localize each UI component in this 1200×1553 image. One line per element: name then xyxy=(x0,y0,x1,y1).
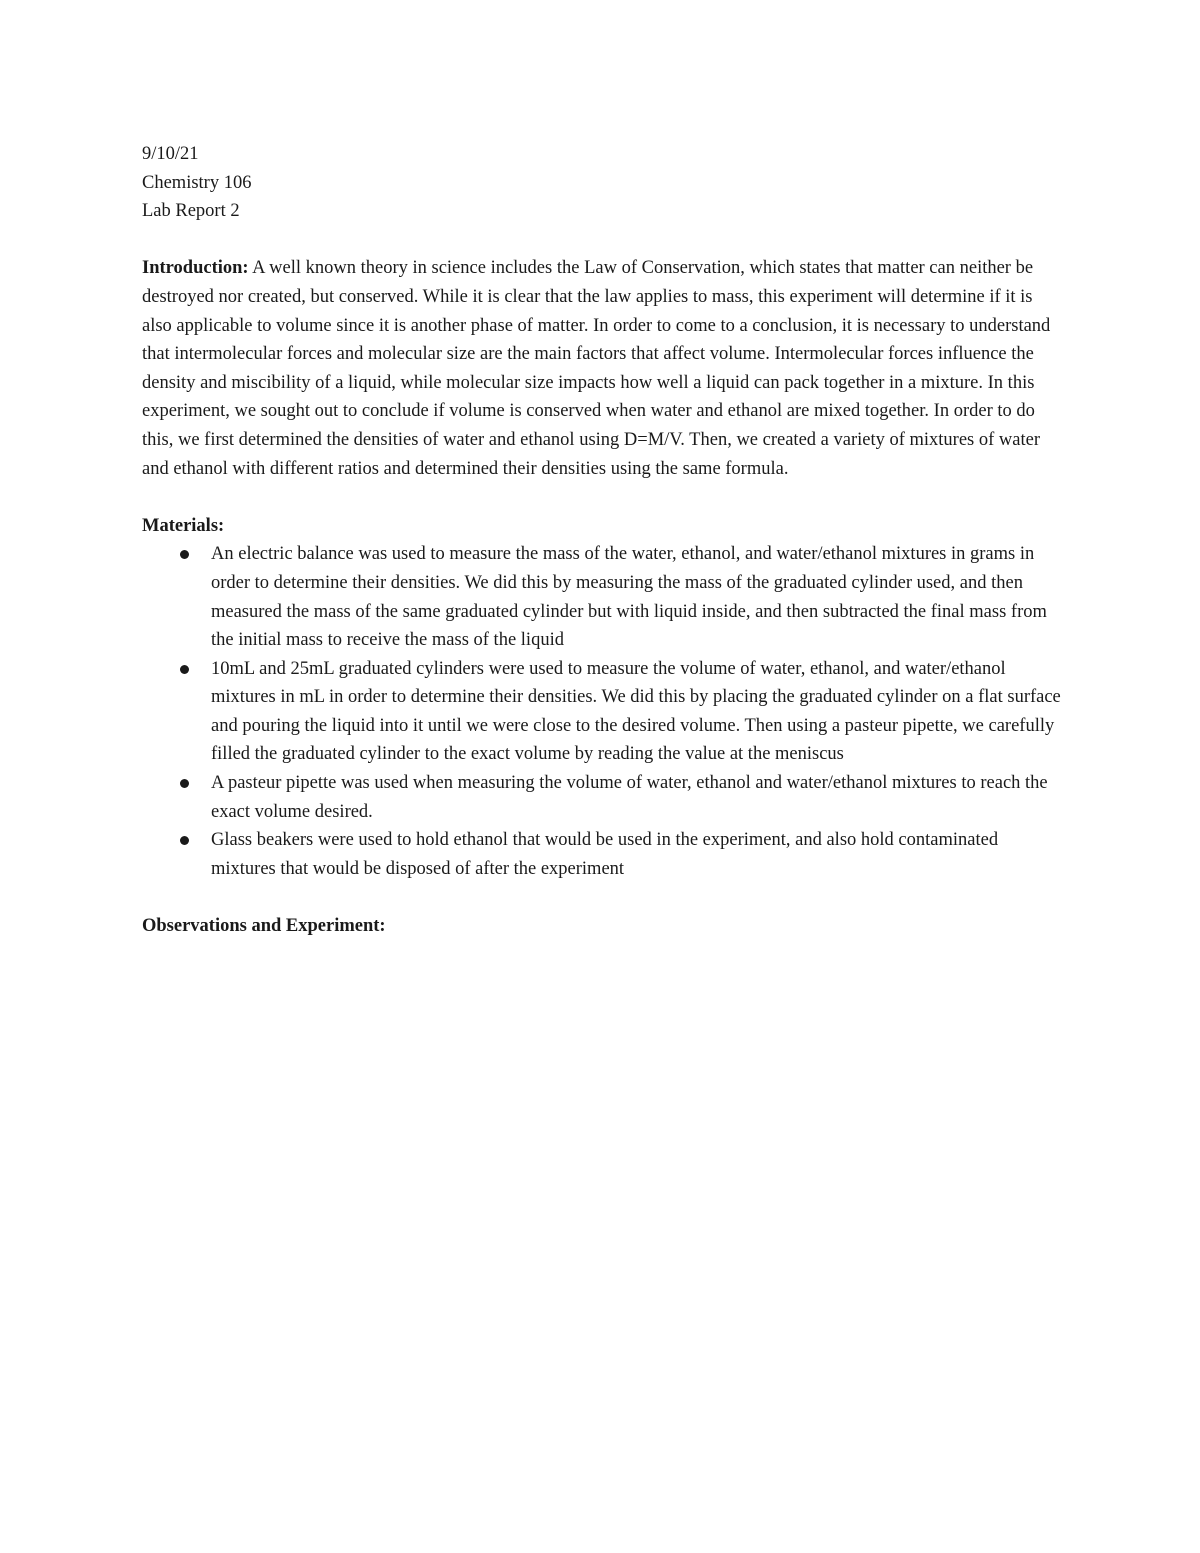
list-item xyxy=(142,655,1062,769)
materials-heading: Materials: xyxy=(142,515,225,536)
bullet-icon xyxy=(180,550,189,559)
materials-list xyxy=(142,540,1062,883)
introduction-text: A well known theory in science includes the Law of Conservation, which states that matter can neither be destroyed nor created, but conserved. While it is clear that the law applies to mass, this experiment will determine if it is also applicable to volume since it is another phase of matter. In order to come to a conclusion, it is necessary to understand that intermolecular forces and molecular size are the main factors that affect volume. Intermolecular forces influence the density and miscibility of a liquid, while molecular size impacts how well a liquid can pack together in a mixture. In this experiment, we sought out to conclude if volume is conserved when water and ethanol are mixed together. In order to do this, we first determined the densities of water and ethanol using D=M/V. Then, we created a variety of mixtures of water and ethanol with different ratios and determined their densities using the same formula. xyxy=(142,258,1051,479)
list-item-text: 10mL and 25mL graduated cylinders were used to measure the volume of water, ethanol, and water/ethanol mixtures in mL in order to determine their densities. We did this by placing the graduated cylinder on a flat surface and pouring the liquid into it until we were close to the desired volume. Then using a pasteur pipette, we carefully filled the graduated cylinder to the exact volume by reading the value at the meniscus xyxy=(211,658,1061,765)
list-item-text: An electric balance was used to measure the mass of the water, ethanol, and water/ethanol mixtures in grams in order to determine their densities. We did this by measuring the mass of the graduated cylinder used, and then measured the mass of the same graduated cylinder but with liquid inside, and then subtracted the final mass from the initial mass to receive the mass of the liquid xyxy=(211,544,1047,651)
list-item-text: A pasteur pipette was used when measuring the volume of water, ethanol and water/ethanol mixtures to reach the exact volume desired. xyxy=(211,773,1048,822)
course-name: Chemistry 106 xyxy=(142,172,252,193)
observations-heading: Observations and Experiment: xyxy=(142,916,386,937)
list-item xyxy=(142,769,1062,826)
document-body xyxy=(142,140,1062,941)
list-item xyxy=(142,826,1062,883)
introduction-label: Introduction: xyxy=(142,258,249,279)
spacer xyxy=(142,883,1062,912)
introduction-paragraph xyxy=(142,254,1062,483)
report-title: Lab Report 2 xyxy=(142,201,240,222)
bullet-icon xyxy=(180,779,189,788)
list-item-text: Glass beakers were used to hold ethanol that would be used in the experiment, and also hold contaminated mixtures that would be disposed of after the experiment xyxy=(211,830,999,879)
bullet-icon xyxy=(180,836,189,845)
spacer xyxy=(142,483,1062,512)
report-date: 9/10/21 xyxy=(142,144,199,164)
spacer xyxy=(142,226,1062,255)
list-item xyxy=(142,540,1062,654)
bullet-icon xyxy=(180,665,189,674)
